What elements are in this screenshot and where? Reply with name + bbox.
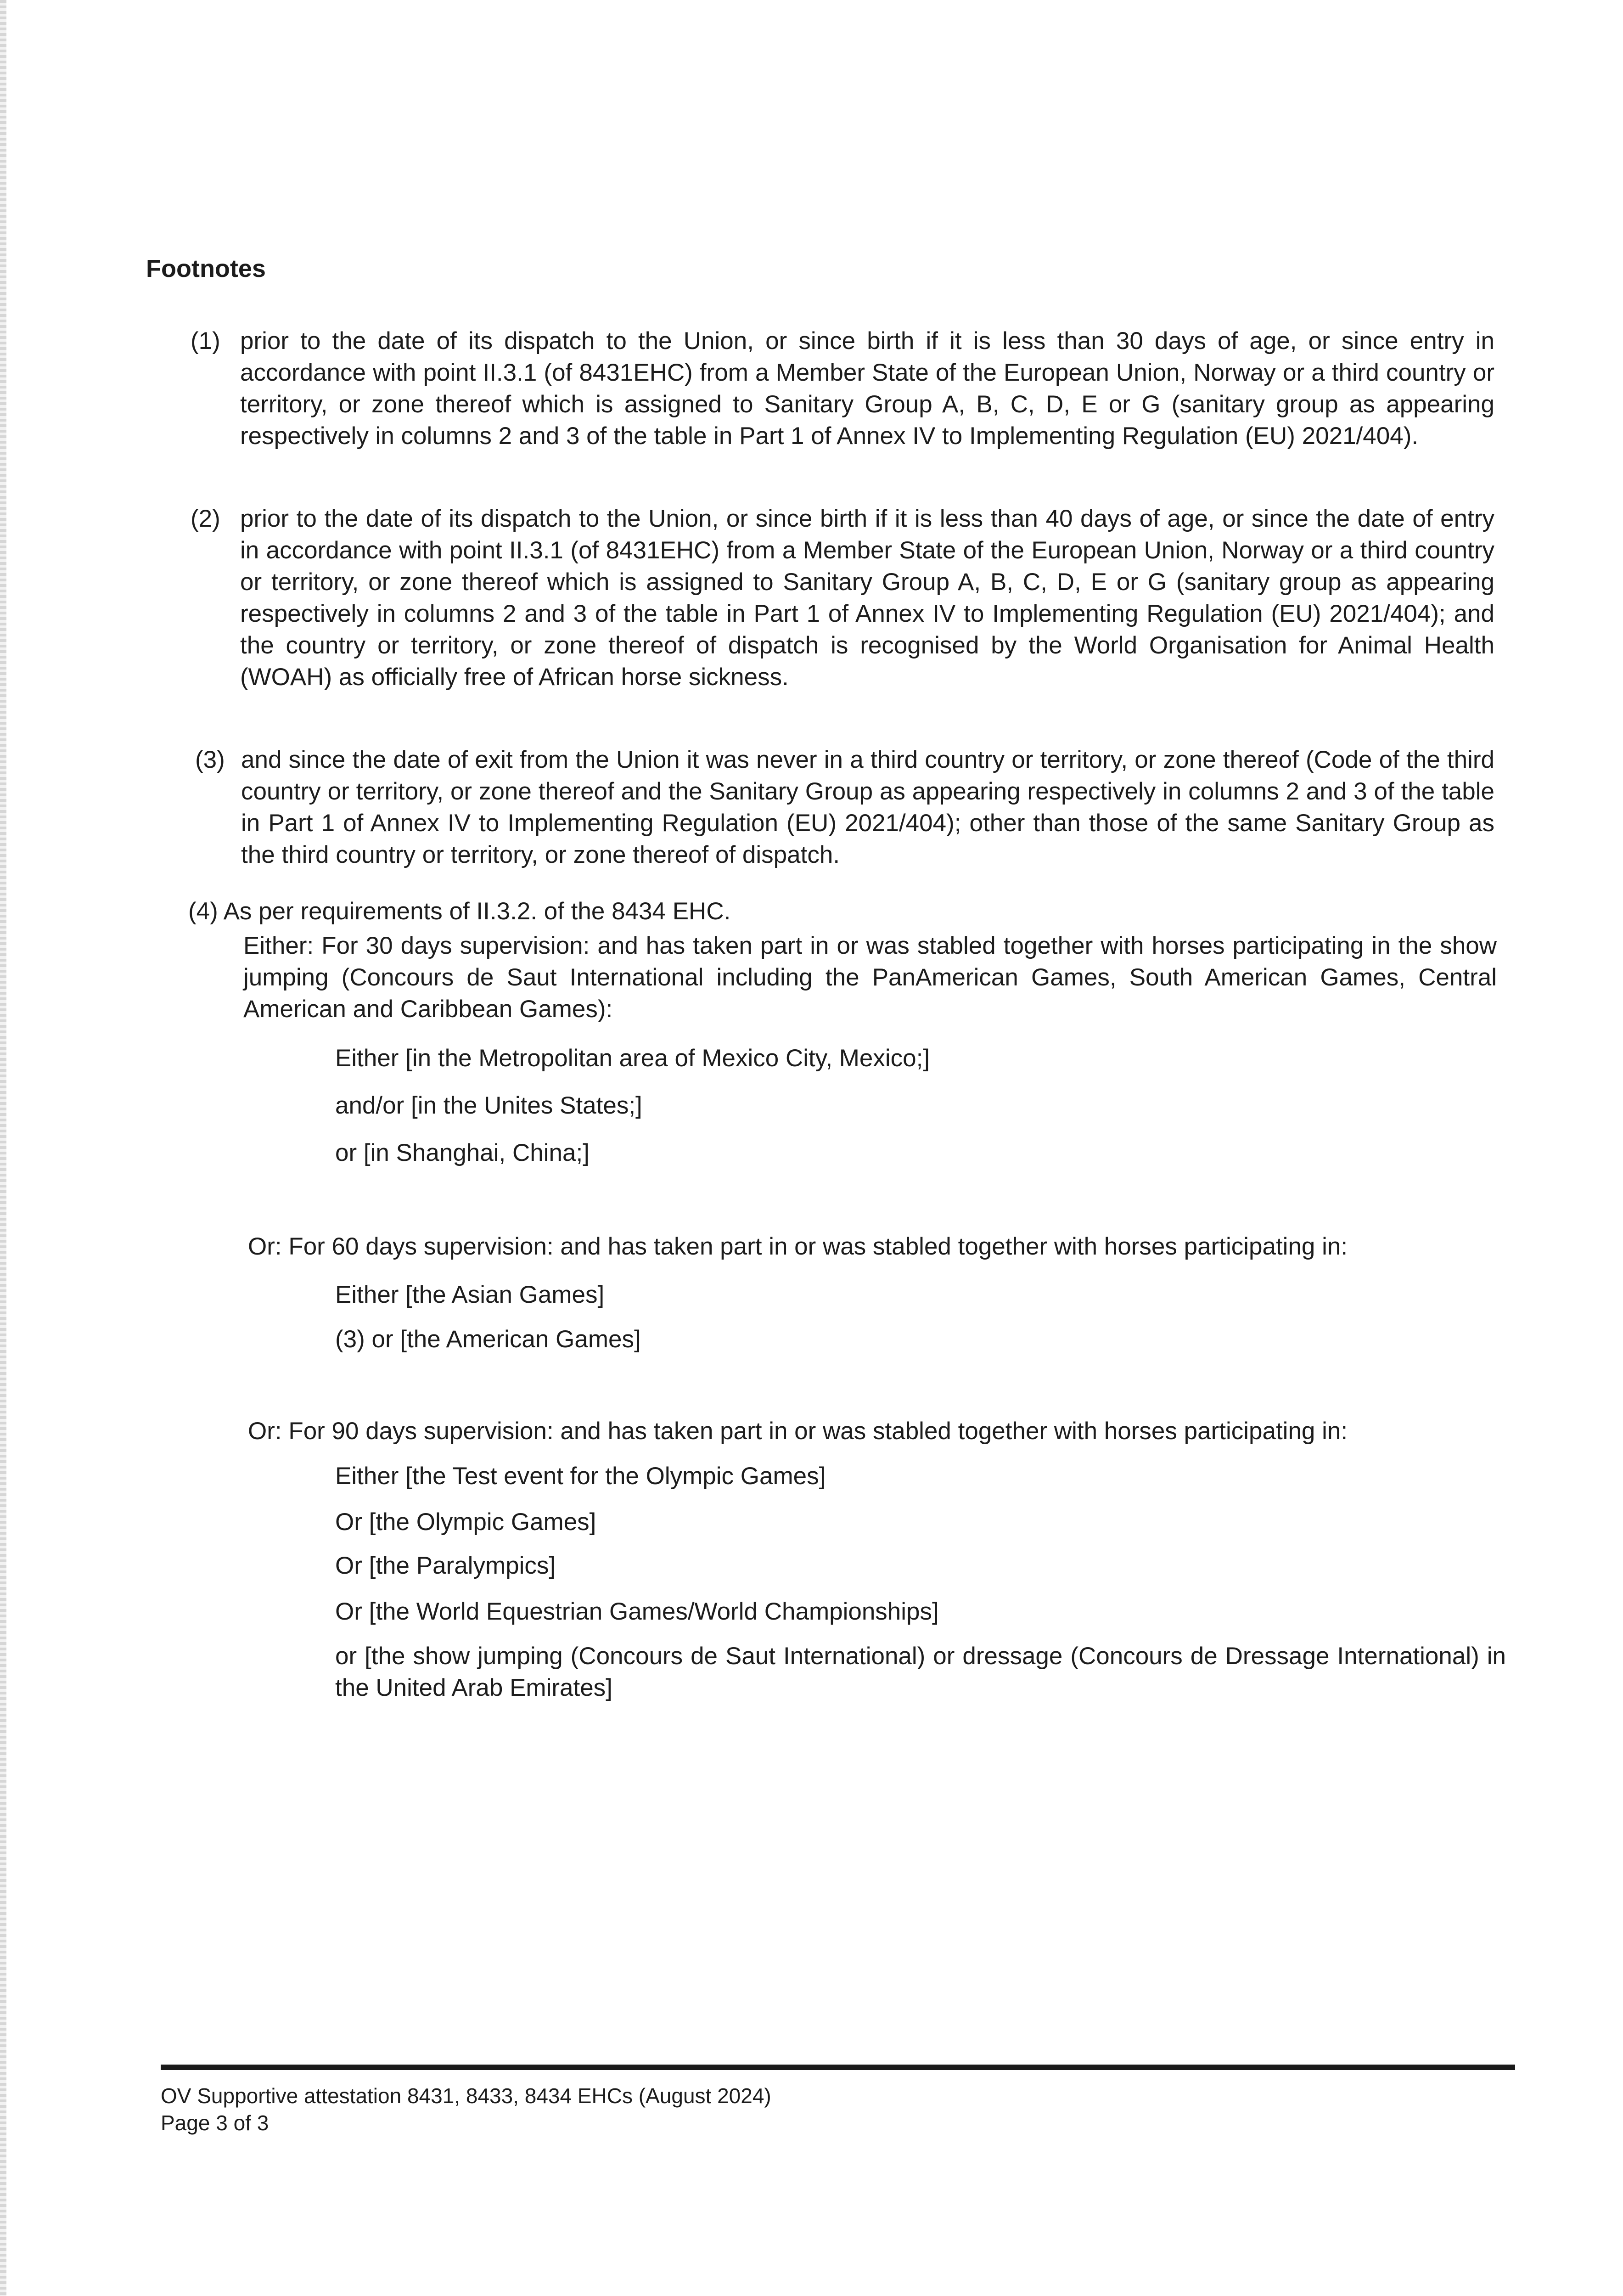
footnote-4-30-days: Either: For 30 days supervision: and has taken part in or was stabled together with horses participating in the show jumping (Concours de Saut International including the PanAmerican Games, South American Games, Central American and Caribbean Games):: [243, 932, 1497, 1023]
footer-rule: [161, 2065, 1515, 2070]
footnote-3-number: (3): [195, 746, 225, 773]
footer-title: OV Supportive attestation 8431, 8433, 8434 EHCs (August 2024): [161, 2084, 771, 2108]
option-90-1: Either [the Test event for the Olympic Games]: [335, 1463, 826, 1490]
option-60-2: (3) or [the American Games]: [335, 1326, 641, 1353]
footnote-2-number: (2): [191, 505, 220, 532]
footnote-4-90-days: Or: For 90 days supervision: and has taken part in or was stabled together with horses participating in:: [248, 1418, 1348, 1445]
option-30-1: Either [in the Metropolitan area of Mexico City, Mexico;]: [335, 1045, 930, 1072]
footnote-1-text: prior to the date of its dispatch to the Union, or since birth if it is less than 30 days of age, or since entry in accordance with point II.3.1 (of 8431EHC) from a Member State of the European Union, Norway or a third country or territory, or zone thereof which is assigned to Sanitary Group A, B, C, D, E or G (sanitary group as appearing respectively in columns 2 and 3 of the table in Part 1 of Annex IV to Implementing Regulation (EU) 2021/404).: [240, 327, 1494, 450]
scan-edge: [0, 0, 6, 2296]
footnote-1: [191, 325, 1494, 452]
footnote-3: [195, 744, 1494, 871]
footnote-1-number: (1): [191, 327, 220, 355]
footnote-4-60-days: Or: For 60 days supervision: and has taken part in or was stabled together with horses participating in:: [248, 1233, 1348, 1260]
footnote-2: [191, 503, 1494, 693]
option-30-2: and/or [in the Unites States;]: [335, 1092, 642, 1119]
option-90-5: or [the show jumping (Concours de Saut International) or dressage (Concours de Dressage International) in the United Arab Emirates]: [335, 1643, 1506, 1701]
option-30-3: or [in Shanghai, China;]: [335, 1139, 590, 1166]
option-60-1: Either [the Asian Games]: [335, 1281, 605, 1308]
option-90-2: Or [the Olympic Games]: [335, 1508, 596, 1536]
footnote-2-text: prior to the date of its dispatch to the Union, or since birth if it is less than 40 days of age, or since the date of entry in accordance with point II.3.1 (of 8431EHC) from a Member State of the European Union, Norway or a third country or territory, or zone thereof which is assigned to Sanitary Group A, B, C, D, E or G (sanitary group as appearing respectively in columns 2 and 3 of the table in Part 1 of Annex IV to Implementing Regulation (EU) 2021/404); and the country or territory, or zone thereof of dispatch is recognised by the World Organisation for Animal Health (WOAH) as officially free of African horse sickness.: [240, 505, 1494, 691]
option-90-3: Or [the Paralympics]: [335, 1552, 556, 1579]
page-number: Page 3 of 3: [161, 2111, 269, 2135]
footnotes-heading: Footnotes: [146, 255, 266, 282]
footnote-3-text: and since the date of exit from the Union it was never in a third country or territory, or zone thereof (Code of the third country or territory, or zone thereof and the Sanitary Group as appearing respectively in columns 2 and 3 of the table in Part 1 of Annex IV to Implementing Regulation (EU) 2021/404); other than those of the same Sanitary Group as the third country or territory, or zone thereof of dispatch.: [241, 746, 1494, 868]
footnote-4-intro: (4) As per requirements of II.3.2. of the 8434 EHC.: [188, 898, 731, 925]
option-90-4: Or [the World Equestrian Games/World Championships]: [335, 1598, 939, 1625]
